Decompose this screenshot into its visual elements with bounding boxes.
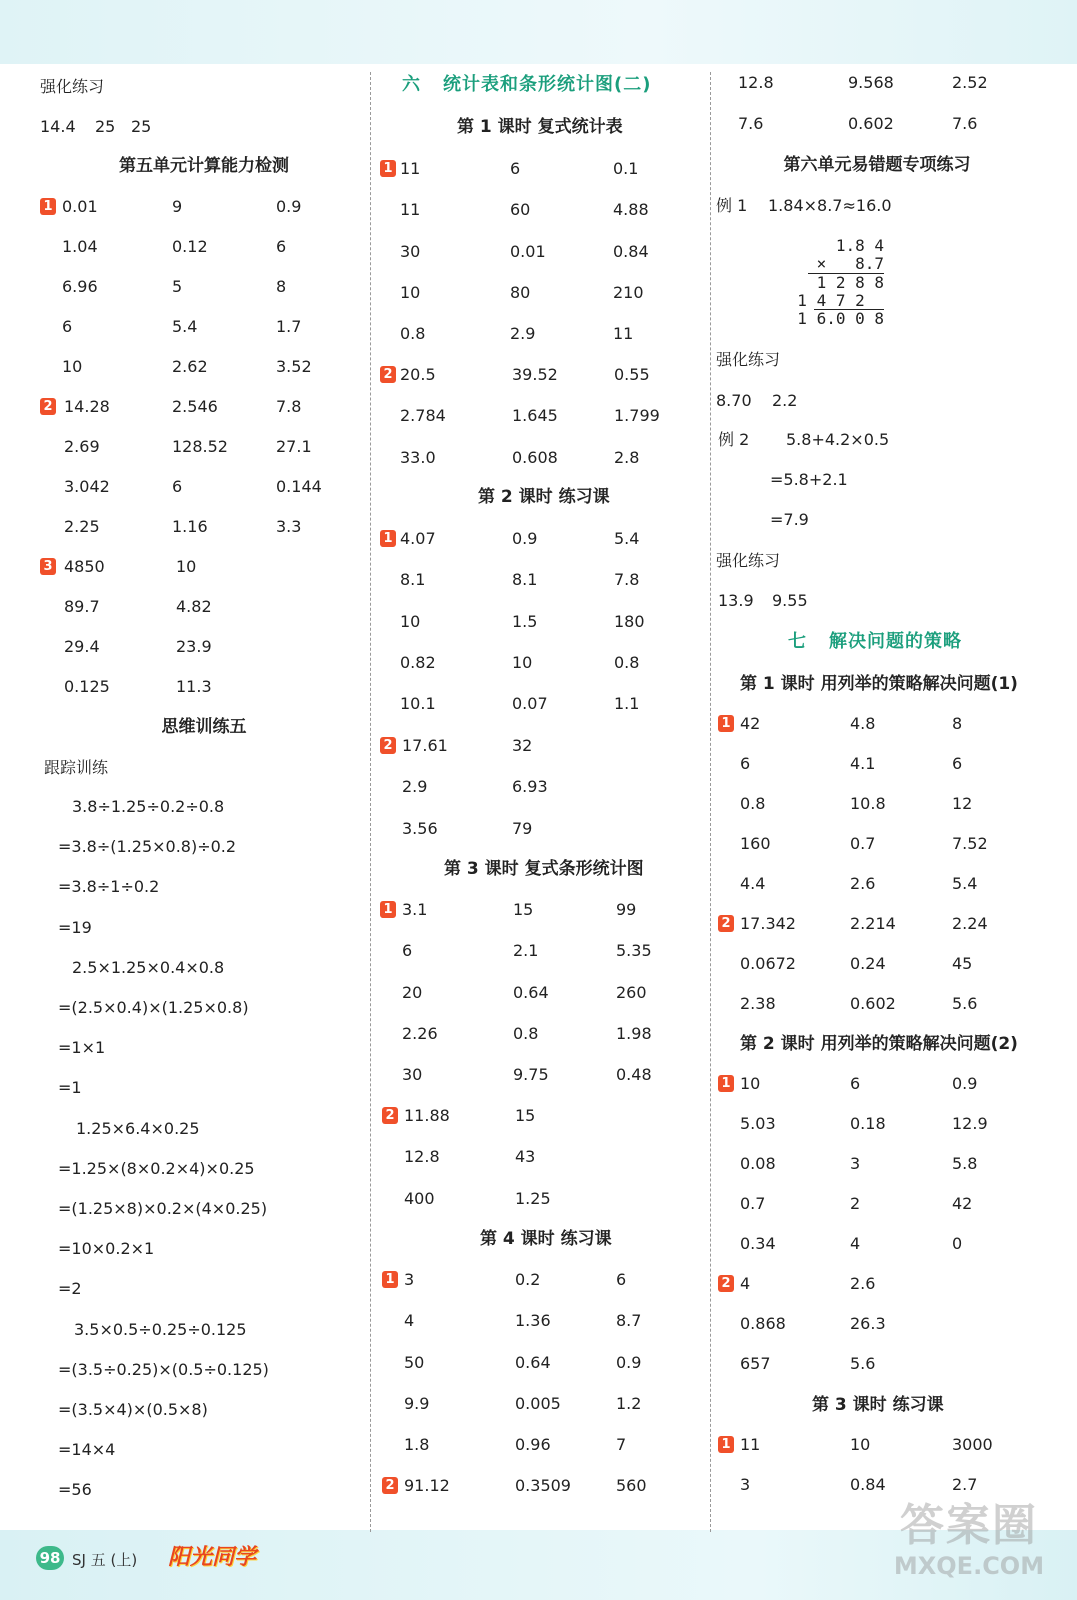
answer-cell: 12.8 — [738, 73, 774, 92]
answer-cell: 5.6 — [952, 994, 978, 1013]
answer-cell: 6 — [740, 754, 751, 773]
vmul-rule — [808, 273, 884, 274]
answer-cell: 0.84 — [613, 241, 649, 261]
lesson-title: 第 3 课时 复式条形统计图 — [444, 859, 644, 879]
answer-cell: 8.1 — [400, 570, 426, 590]
answer-cell: 4.88 — [613, 200, 649, 220]
answer-cell: 23.9 — [176, 637, 212, 656]
answer-cell: 4.4 — [740, 874, 766, 893]
answer-cell: 9 — [172, 197, 183, 216]
lesson-title: 第 4 课时 练习课 — [480, 1229, 612, 1249]
question-number-marker: 2 — [380, 737, 396, 754]
answer-cell: 4.82 — [176, 597, 212, 616]
answer-cell: 2.6 — [850, 1274, 876, 1293]
question-number-marker: 1 — [380, 530, 396, 547]
answer-cell: 39.52 — [512, 365, 558, 384]
question-number-marker: 1 — [718, 1436, 734, 1453]
answer-cell: 2.1 — [513, 941, 539, 961]
answer-cell: 0.2 — [515, 1270, 541, 1289]
answer-cell: 9.75 — [513, 1065, 549, 1085]
answer-cell: 2.24 — [952, 914, 988, 933]
calc-step: =3.8÷1÷0.2 — [58, 877, 160, 897]
answer-cell: 0.8 — [400, 324, 426, 344]
answer-cell: 2.784 — [400, 406, 446, 426]
question-number-marker: 2 — [380, 366, 396, 383]
lesson-title: 第 2 课时 用列举的策略解决问题(2) — [740, 1034, 1018, 1054]
answer-cell: 1.799 — [614, 406, 660, 426]
lesson-title: 第 2 课时 练习课 — [478, 487, 610, 507]
chapter-heading — [788, 632, 962, 652]
vmul-rule — [814, 309, 884, 310]
answer-cell: 26.3 — [850, 1314, 886, 1333]
grade-label: SJ 五 (上) — [72, 1551, 138, 1569]
answer-cell: 0.84 — [850, 1475, 886, 1494]
answer-cell: 4.1 — [850, 754, 876, 773]
answer-cell: 7.6 — [738, 114, 764, 133]
question-number-marker: 2 — [382, 1477, 398, 1494]
question-number-marker: 2 — [718, 915, 734, 932]
lesson-title: 第 1 课时 用列举的策略解决问题(1) — [740, 674, 1018, 694]
practice-label: 强化练习 — [716, 551, 781, 570]
chapter-title: 统计表和条形统计图(二) — [443, 74, 652, 95]
answer-cell: 0.55 — [614, 365, 650, 384]
answer-cell: 0.48 — [616, 1065, 652, 1085]
answer-cell: 657 — [740, 1354, 771, 1373]
top-decor-band — [0, 0, 1077, 64]
answer-cell: 210 — [613, 282, 644, 302]
chapter-number: 六 — [402, 74, 421, 95]
answer-cell: 0.144 — [276, 477, 322, 496]
calc-step: =3.8÷(1.25×0.8)÷0.2 — [58, 837, 237, 857]
answer-cell: 5.03 — [740, 1114, 776, 1133]
answer-cell: 10 — [400, 282, 421, 302]
answer-cell: 6 — [402, 941, 413, 961]
calc-step: =(2.5×0.4)×(1.25×0.8) — [58, 998, 249, 1017]
answer-cell: 0.7 — [740, 1194, 766, 1213]
answer-cell: 10 — [512, 652, 533, 672]
column-divider — [710, 72, 711, 1532]
answer-cell: 1.1 — [614, 694, 640, 714]
vmul-row: 1 6.0 0 8 — [797, 309, 884, 328]
answer-cell: 3.1 — [402, 900, 428, 919]
page-number-badge: 98 — [36, 1546, 64, 1570]
calc-step: =2 — [58, 1279, 82, 1299]
answer-cell: 6 — [952, 754, 963, 773]
answer-cell: 11 — [740, 1435, 761, 1454]
answer-cell: 3 — [404, 1270, 415, 1289]
vmul-row: 1.8 4 — [835, 236, 884, 255]
answer-cell: 79 — [512, 818, 533, 838]
question-number-marker: 2 — [718, 1275, 734, 1292]
thinking-title: 思维训练五 — [161, 717, 247, 737]
answer-cell: 99 — [616, 900, 637, 919]
practice-answer: 9.55 — [772, 591, 808, 610]
example-label: 例 1 — [716, 196, 748, 215]
answer-cell: 3.52 — [276, 357, 312, 376]
answer-cell: 2.6 — [850, 874, 876, 893]
answer-cell: 7.8 — [614, 570, 640, 590]
answer-cell: 0.18 — [850, 1114, 886, 1133]
vmul-row: × 8.7 — [816, 254, 884, 273]
answer-cell: 6 — [616, 1270, 627, 1289]
answer-cell: 5.8 — [952, 1154, 978, 1173]
answer-cell: 15 — [513, 900, 534, 919]
answer-cell: 4 — [740, 1274, 751, 1293]
answer-cell: 10.1 — [400, 694, 436, 714]
watermark-url: MXQE.COM — [893, 1552, 1045, 1580]
calc-step: 3.5×0.5÷0.25÷0.125 — [74, 1319, 247, 1339]
answer-cell: 91.12 — [404, 1476, 450, 1495]
answer-cell: 60 — [510, 200, 531, 220]
answer-cell: 6 — [276, 237, 287, 256]
question-number-marker: 1 — [718, 1075, 734, 1092]
answer-cell: 20 — [402, 982, 423, 1002]
answer-cell: 3 — [740, 1475, 751, 1494]
answer-cell: 2.25 — [64, 517, 100, 536]
answer-cell: 43 — [515, 1147, 536, 1167]
practice-answer: 14.4 — [40, 117, 76, 136]
answer-cell: 0.868 — [740, 1314, 786, 1333]
answer-cell: 11 — [400, 200, 421, 220]
brand-logo: 阳光同学 — [168, 1545, 257, 1570]
answer-cell: 2.26 — [402, 1023, 438, 1043]
answer-cell: 17.342 — [740, 914, 796, 933]
answer-cell: 50 — [404, 1352, 425, 1372]
answer-cell: 5 — [172, 277, 183, 296]
answer-cell: 4 — [404, 1311, 415, 1331]
watermark — [874, 1500, 1064, 1596]
answer-cell: 0.82 — [400, 652, 436, 672]
column-divider — [370, 72, 371, 1532]
question-number-marker: 1 — [380, 160, 396, 177]
answer-cell: 15 — [515, 1106, 536, 1125]
question-number-marker: 2 — [382, 1107, 398, 1124]
answer-cell: 5.4 — [172, 317, 198, 336]
answer-cell: 2.214 — [850, 914, 896, 933]
answer-cell: 3.56 — [402, 818, 438, 838]
answer-cell: 6 — [850, 1074, 861, 1093]
answer-cell: 0.8 — [513, 1023, 539, 1043]
answer-cell: 7.8 — [276, 397, 302, 416]
answer-cell: 4.8 — [850, 714, 876, 733]
answer-cell: 1.98 — [616, 1023, 652, 1043]
lesson-title: 第 3 课时 练习课 — [812, 1395, 944, 1415]
answer-cell: 0 — [952, 1234, 963, 1253]
answer-cell: 89.7 — [64, 597, 100, 616]
answer-cell: 20.5 — [400, 365, 436, 384]
answer-cell: 2.38 — [740, 994, 776, 1013]
answer-cell: 11 — [400, 159, 421, 178]
chapter-title: 解决问题的策略 — [829, 631, 962, 652]
answer-cell: 0.3509 — [515, 1476, 571, 1495]
answer-cell: 8.1 — [512, 570, 538, 590]
answer-cell: 1.645 — [512, 406, 558, 426]
answer-cell: 8 — [276, 277, 287, 296]
answer-cell: 0.9 — [276, 197, 302, 216]
answer-cell: 4 — [850, 1234, 861, 1253]
answer-cell: 1.5 — [512, 611, 538, 631]
practice-answer: 13.9 — [718, 591, 754, 610]
question-number-marker: 1 — [718, 715, 734, 732]
calc-step: 2.5×1.25×0.4×0.8 — [72, 957, 225, 977]
answer-cell: 2.8 — [614, 447, 640, 467]
answer-cell: 560 — [616, 1476, 647, 1495]
answer-cell: 42 — [952, 1194, 973, 1213]
answer-cell: 2.52 — [952, 73, 988, 92]
answer-cell: 11.3 — [176, 677, 212, 696]
answer-cell: 0.005 — [515, 1393, 561, 1413]
example-expression: 1.84×8.7≈16.0 — [768, 196, 892, 215]
answer-cell: 11.88 — [404, 1106, 450, 1125]
answer-cell: 6.96 — [62, 277, 98, 296]
unit6-title: 第六单元易错题专项练习 — [783, 155, 971, 175]
answer-cell: 4.07 — [400, 529, 436, 548]
answer-cell: 14.28 — [64, 397, 110, 416]
vmul-row: 1 2 8 8 — [816, 273, 884, 292]
chapter-heading — [402, 75, 651, 95]
answer-cell: 12.9 — [952, 1114, 988, 1133]
example-label: 例 2 — [718, 430, 750, 449]
answer-cell: 0.7 — [850, 834, 876, 853]
unit5-title: 第五单元计算能力检测 — [119, 156, 289, 176]
answer-cell: 10 — [400, 611, 421, 631]
answer-cell: 12.8 — [404, 1147, 440, 1167]
answer-cell: 2.69 — [64, 437, 100, 456]
answer-cell: 1.04 — [62, 237, 98, 256]
answer-cell: 1.25 — [515, 1188, 551, 1208]
practice-answer: 25 — [95, 117, 116, 136]
answer-cell: 30 — [400, 241, 421, 261]
answer-cell: 2.62 — [172, 357, 208, 376]
answer-cell: 3 — [850, 1154, 861, 1173]
calc-step: =10×0.2×1 — [58, 1239, 155, 1259]
answer-cell: 9.9 — [404, 1393, 430, 1413]
answer-cell: 1.16 — [172, 517, 208, 536]
calc-step: =1.25×(8×0.2×4)×0.25 — [58, 1158, 255, 1178]
lesson-title: 第 1 课时 复式统计表 — [457, 117, 623, 137]
answer-cell: 160 — [740, 834, 771, 853]
answer-cell: 0.125 — [64, 677, 110, 696]
answer-cell: 7 — [616, 1435, 627, 1455]
answer-cell: 1.2 — [616, 1393, 642, 1413]
answer-cell: 10 — [176, 557, 197, 576]
calc-step: =19 — [58, 917, 92, 937]
calc-step: =14×4 — [58, 1440, 116, 1460]
practice-answer: 2.2 — [772, 391, 798, 410]
answer-cell: 0.64 — [513, 982, 549, 1002]
answer-cell: 10 — [62, 357, 83, 376]
answer-cell: 0.9 — [952, 1074, 978, 1093]
answer-cell: 42 — [740, 714, 761, 733]
calc-step: =1 — [58, 1078, 82, 1098]
answer-cell: 1.7 — [276, 317, 302, 336]
calc-step: =5.8+2.1 — [770, 470, 848, 489]
answer-cell: 3000 — [952, 1435, 993, 1454]
answer-cell: 10 — [850, 1435, 871, 1454]
question-number-marker: 1 — [380, 901, 396, 918]
answer-cell: 6.93 — [512, 777, 548, 797]
question-number-marker: 2 — [40, 398, 56, 415]
answer-cell: 128.52 — [172, 437, 228, 456]
answer-cell: 0.608 — [512, 447, 558, 467]
vmul-row: 1 4 7 2 — [797, 291, 884, 310]
answer-cell: 27.1 — [276, 437, 312, 456]
answer-cell: 5.4 — [614, 529, 640, 548]
answer-cell: 8.7 — [616, 1311, 642, 1331]
practice-label: 强化练习 — [40, 77, 105, 96]
answer-cell: 0.01 — [62, 197, 98, 216]
practice-answer: 8.70 — [716, 391, 752, 410]
answer-cell: 4850 — [64, 557, 105, 576]
example-expression: 5.8+4.2×0.5 — [786, 430, 890, 449]
answer-cell: 45 — [952, 954, 973, 973]
answer-cell: 0.0672 — [740, 954, 796, 973]
answer-cell: 2.7 — [952, 1475, 978, 1494]
calc-step: =56 — [58, 1480, 92, 1500]
practice-label: 强化练习 — [716, 350, 781, 369]
answer-cell: 6 — [510, 159, 521, 178]
answer-cell: 2 — [850, 1194, 861, 1213]
answer-cell: 260 — [616, 982, 647, 1002]
calc-step: =(1.25×8)×0.2×(4×0.25) — [58, 1199, 268, 1218]
answer-cell: 0.8 — [740, 794, 766, 813]
answer-cell: 0.34 — [740, 1234, 776, 1253]
answer-cell: 5.35 — [616, 941, 652, 961]
answer-cell: 30 — [402, 1065, 423, 1085]
answer-cell: 0.01 — [510, 241, 546, 261]
answer-cell: 0.96 — [515, 1435, 551, 1455]
answer-cell: 3.3 — [276, 517, 302, 536]
answer-cell: 7.52 — [952, 834, 988, 853]
answer-cell: 0.602 — [850, 994, 896, 1013]
answer-cell: 0.9 — [616, 1352, 642, 1372]
vertical-multiplication — [797, 236, 884, 336]
answer-cell: 29.4 — [64, 637, 100, 656]
answer-cell: 0.07 — [512, 694, 548, 714]
answer-cell: 0.12 — [172, 237, 208, 256]
answer-cell: 2.9 — [510, 324, 536, 344]
answer-cell: 32 — [512, 736, 533, 755]
tracking-label: 跟踪训练 — [44, 758, 109, 777]
answer-cell: 17.61 — [402, 736, 448, 755]
answer-cell: 7.6 — [952, 114, 978, 133]
question-number-marker: 1 — [40, 198, 56, 215]
question-number-marker: 1 — [382, 1271, 398, 1288]
answer-cell: 5.4 — [952, 874, 978, 893]
answer-cell: 0.8 — [614, 652, 640, 672]
answer-cell: 1.36 — [515, 1311, 551, 1331]
answer-cell: 2.9 — [402, 777, 428, 797]
answer-cell: 10 — [740, 1074, 761, 1093]
calc-step: 3.8÷1.25÷0.2÷0.8 — [72, 797, 225, 816]
question-number-marker: 3 — [40, 558, 56, 575]
chapter-number: 七 — [788, 631, 807, 652]
answer-cell: 0.24 — [850, 954, 886, 973]
practice-answer: 25 — [131, 117, 152, 136]
answer-cell: 8 — [952, 714, 963, 733]
answer-cell: 0.64 — [515, 1352, 551, 1372]
calc-step: =7.9 — [770, 510, 809, 529]
calc-step: =(3.5÷0.25)×(0.5÷0.125) — [58, 1359, 269, 1379]
answer-cell: 6 — [62, 317, 73, 336]
answer-cell: 10.8 — [850, 794, 886, 813]
answer-cell: 6 — [172, 477, 183, 496]
calc-step: =(3.5×4)×(0.5×8) — [58, 1400, 208, 1419]
answer-cell: 12 — [952, 794, 973, 813]
answer-cell: 33.0 — [400, 447, 436, 467]
answer-cell: 180 — [614, 611, 645, 631]
answer-cell: 11 — [613, 324, 634, 344]
answer-cell: 3.042 — [64, 477, 110, 496]
answer-cell: 0.1 — [613, 159, 639, 178]
answer-cell: 2.546 — [172, 397, 218, 416]
watermark-title: 答案圈 — [900, 1500, 1038, 1551]
answer-cell: 0.602 — [848, 114, 894, 133]
answer-cell: 0.9 — [512, 529, 538, 548]
calc-step: =1×1 — [58, 1038, 106, 1058]
calc-step: 1.25×6.4×0.25 — [76, 1118, 200, 1138]
answer-cell: 80 — [510, 282, 531, 302]
answer-cell: 5.6 — [850, 1354, 876, 1373]
answer-cell: 9.568 — [848, 73, 894, 92]
answer-cell: 1.8 — [404, 1435, 430, 1455]
answer-cell: 400 — [404, 1188, 435, 1208]
answer-cell: 0.08 — [740, 1154, 776, 1173]
